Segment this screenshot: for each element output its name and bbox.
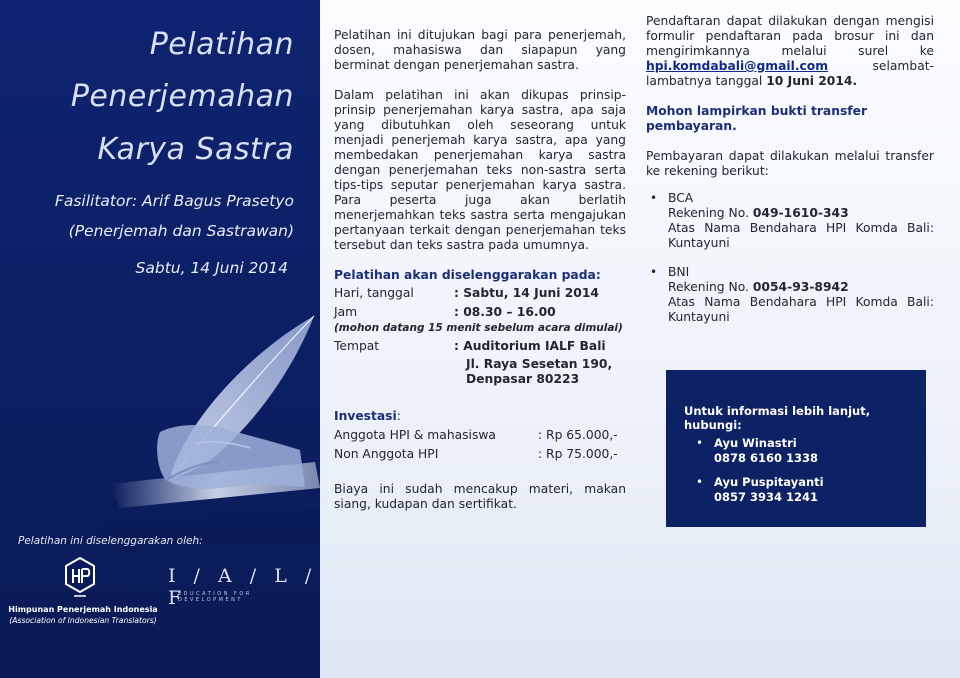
contact-name: Ayu Winastri [714,436,797,450]
registration-text: Pendaftaran dapat dilakukan dengan mengisi formulir pendaftaran pada brosur ini dan mengirimkannya melalui surel ke [646,14,934,58]
registration-paragraph [646,14,934,89]
arrival-note: (mohon datang 15 menit sebelum acara dimulai) [334,322,623,334]
account-number: 0054-93-8942 [752,280,849,294]
contact-box [666,370,926,527]
account-holder: Atas Nama Bendahara HPI Komda Bali: Kuntayuni [668,221,934,250]
hpi-name: Himpunan Penerjemah Indonesia [8,605,158,614]
bullet-icon: • [650,265,658,279]
registration-column [646,14,934,339]
ialf-logo: I / A / L / F [168,565,318,609]
cost-note: Biaya ini sudah mencakup materi, makan siang, kudapan dan sertifikat. [334,482,626,511]
cost-row-nonmembers [334,447,626,462]
day-value: : Sabtu, 14 Juni 2014 [454,286,599,300]
place-value: : Auditorium IALF Bali [454,339,606,353]
contact-item [684,475,908,505]
registration-email-link[interactable]: hpi.komdabali@gmail.com [646,59,829,73]
content-area [320,0,960,678]
contact-name: Ayu Puspitayanti [714,475,824,489]
contact-phone: 0857 3934 1241 [714,490,819,504]
payment-intro: Pembayaran dapat dilakukan melalui transfer ke rekening berikut: [646,149,934,178]
account-number: 049-1610-343 [752,206,849,220]
title-line-2: Penerjemahan [70,79,294,114]
left-panel [0,0,320,678]
nonmembers-label: Non Anggota HPI [334,447,439,461]
contact-item [684,436,908,466]
investment-heading: Investasi [334,409,397,423]
schedule-heading: Pelatihan akan diselenggarakan pada: [334,268,601,282]
details-column [334,28,626,512]
bullet-icon: • [650,191,658,205]
schedule-row-place [334,339,626,354]
hpi-logo-icon [62,556,98,600]
ialf-tagline: EDUCATION FOR DEVELOPMENT [178,591,252,603]
bank-name: BNI [668,265,690,279]
place-label: Tempat [334,339,380,353]
hpi-english-name: (Association of Indonesian Translators) [9,616,157,625]
bank-item-bni [646,265,934,325]
registration-deadline-text: selambat-lambatnya tanggal [646,59,934,88]
nonmembers-price: : Rp 75.000,- [538,447,618,461]
title-line-1: Pelatihan [149,27,294,62]
event-date: Sabtu, 14 Juni 2014 [135,259,288,277]
investment-colon: : [396,409,401,423]
cost-row-members [334,428,626,443]
bank-name: BCA [668,191,694,205]
schedule-row-time [334,305,626,320]
organizer-label: Pelatihan ini diselenggarakan oleh: [18,535,203,547]
quill-hand-illustration [100,312,320,542]
transfer-notice: Mohon lampirkan bukti transfer pembayaran. [646,104,868,133]
members-price: : Rp 65.000,- [538,428,618,442]
description-paragraph: Dalam pelatihan ini akan dikupas prinsip-prinsip penerjemahan karya sastra, apa saja yang dibutuhkan oleh seseorang untuk menjadi penerjemah karya sastra, apa yang membedakan penerjemahan karya sastra dengan penerjemahan teks non-sastra serta tips-tips seputar penerjemahan karya sastra. Para peserta juga akan berlatih menerjemahkan teks sastra serta mengajukan pertanyaan terkait dengan penerjemahan teks tersebut dan teks sastra pada umumnya. [334,88,626,252]
investment-heading-row [334,409,626,424]
bullet-icon: • [696,436,704,450]
time-value: : 08.30 – 16.00 [454,305,556,319]
contact-phone: 0878 6160 1338 [714,451,819,465]
intro-paragraph: Pelatihan ini ditujukan bagi para penerjemah, dosen, mahasiswa dan siapapun yang berminat dengan penerjemahan sastra. [334,28,626,72]
address-line-1: Jl. Raya Sesetan 190, [466,357,613,371]
bullet-icon: • [696,475,704,489]
address-line-2: Denpasar 80223 [466,372,580,386]
facilitator: Fasilitator: Arif Bagus Prasetyo [54,192,294,210]
bank-item-bca [646,191,934,251]
day-label: Hari, tanggal [334,286,414,300]
title-line-3: Karya Sastra [97,132,294,167]
account-label: Rekening No. [668,206,749,220]
facilitator-role: (Penerjemah dan Sastrawan) [68,222,294,240]
time-label: Jam [334,305,358,319]
contact-title: Untuk informasi lebih lanjut, hubungi: [684,404,871,432]
account-label: Rekening No. [668,280,749,294]
members-label: Anggota HPI & mahasiswa [334,428,496,442]
registration-deadline: 10 Juni 2014. [766,74,858,88]
account-holder: Atas Nama Bendahara HPI Komda Bali: Kuntayuni [668,295,934,324]
schedule-row-day [334,286,626,301]
